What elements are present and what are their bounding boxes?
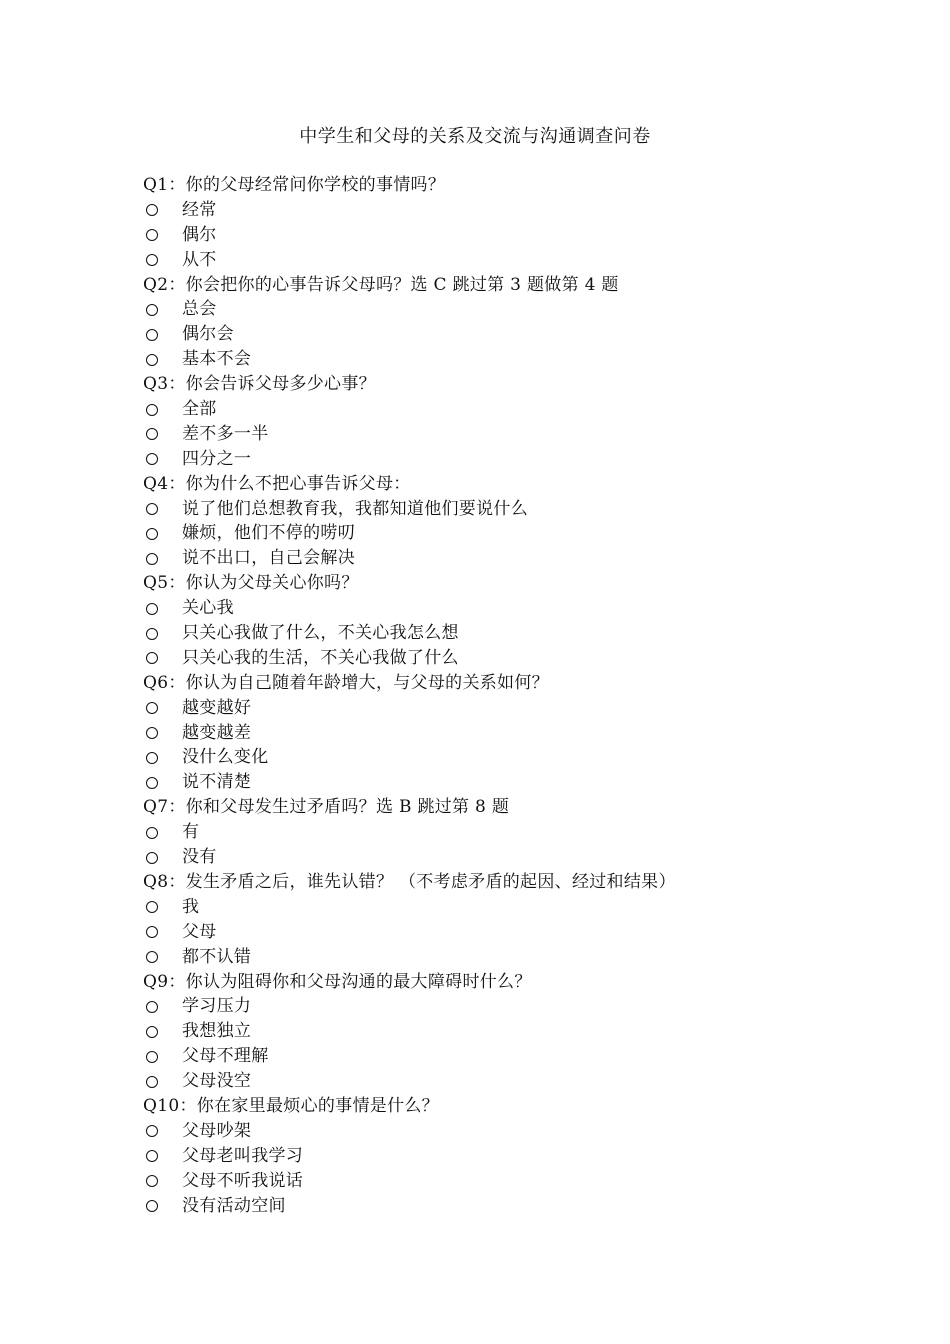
option-label: 经常 [182, 199, 217, 220]
radio-circle-icon[interactable] [146, 329, 158, 341]
question-7: Q7：你和父母发生过矛盾吗？选 B 跳过第 8 题 [143, 797, 510, 818]
option-label: 都不认错 [182, 946, 252, 967]
option-label: 没什么变化 [182, 747, 269, 768]
option-label: 没有活动空间 [182, 1195, 286, 1216]
radio-circle-icon[interactable] [146, 204, 158, 216]
radio-circle-icon[interactable] [146, 254, 158, 266]
radio-wrapper[interactable] [143, 596, 182, 621]
option-label: 从不 [182, 249, 217, 270]
option-label: 偶尔会 [182, 324, 234, 345]
option-label: 我想独立 [182, 1021, 252, 1042]
option-label: 总会 [182, 299, 217, 320]
question-5: Q5：你认为父母关心你吗？ [143, 573, 359, 594]
option-q10-4[interactable] [143, 1194, 863, 1219]
radio-wrapper[interactable] [143, 347, 182, 372]
option-q6-2[interactable] [143, 721, 863, 746]
question-8: Q8：发生矛盾之后，谁先认错？ （不考虑矛盾的起因、经过和结果） [143, 871, 676, 892]
radio-circle-icon[interactable] [146, 1076, 158, 1088]
option-label: 我 [182, 896, 200, 917]
radio-circle-icon[interactable] [146, 827, 158, 839]
question-4: Q4：你为什么不把心事告诉父母： [143, 473, 411, 494]
option-label: 说了他们总想教育我，我都知道他们要说什么 [182, 498, 528, 519]
option-q5-1[interactable] [143, 596, 863, 621]
radio-wrapper[interactable] [143, 397, 182, 422]
question-2: Q2：你会把你的心事告诉父母吗？选 C 跳过第 3 题做第 4 题 [143, 274, 619, 295]
option-label: 嫌烦，他们不停的唠叨 [182, 523, 355, 544]
option-label: 学习压力 [182, 996, 252, 1017]
radio-circle-icon[interactable] [146, 702, 158, 714]
radio-wrapper[interactable] [143, 1144, 182, 1169]
radio-wrapper[interactable] [143, 322, 182, 347]
radio-wrapper[interactable] [143, 770, 182, 795]
radio-wrapper[interactable] [143, 422, 182, 447]
radio-circle-icon[interactable] [146, 1200, 158, 1212]
option-q4-1[interactable] [143, 497, 863, 522]
radio-circle-icon[interactable] [146, 901, 158, 913]
option-q4-3[interactable] [143, 546, 863, 571]
radio-circle-icon[interactable] [146, 428, 158, 440]
radio-wrapper[interactable] [143, 721, 182, 746]
radio-wrapper[interactable] [143, 820, 182, 845]
option-q10-1[interactable] [143, 1119, 863, 1144]
radio-wrapper[interactable] [143, 447, 182, 472]
radio-circle-icon[interactable] [146, 752, 158, 764]
option-q9-4[interactable] [143, 1069, 863, 1094]
radio-wrapper[interactable] [143, 248, 182, 273]
radio-circle-icon[interactable] [146, 1026, 158, 1038]
radio-wrapper[interactable] [143, 546, 182, 571]
radio-wrapper[interactable] [143, 895, 182, 920]
option-q5-2[interactable] [143, 621, 863, 646]
question-10: Q10：你在家里最烦心的事情是什么？ [143, 1095, 439, 1116]
radio-circle-icon[interactable] [146, 503, 158, 515]
option-label: 全部 [182, 399, 217, 420]
radio-circle-icon[interactable] [146, 1051, 158, 1063]
option-q6-3[interactable] [143, 745, 863, 770]
radio-circle-icon[interactable] [146, 852, 158, 864]
option-label: 越变越好 [182, 697, 252, 718]
question-6: Q6：你认为自己随着年龄增大，与父母的关系如何？ [143, 672, 549, 693]
radio-wrapper[interactable] [143, 1119, 182, 1144]
radio-circle-icon[interactable] [146, 1175, 158, 1187]
option-q9-2[interactable] [143, 1019, 863, 1044]
option-label: 四分之一 [182, 448, 252, 469]
option-label: 父母老叫我学习 [182, 1145, 304, 1166]
radio-circle-icon[interactable] [146, 926, 158, 938]
radio-circle-icon[interactable] [146, 1125, 158, 1137]
option-label: 父母不听我说话 [182, 1170, 304, 1191]
radio-wrapper[interactable] [143, 1044, 182, 1069]
question-9: Q9：你认为阻碍你和父母沟通的最大障碍时什么？ [143, 971, 532, 992]
radio-wrapper[interactable] [143, 1069, 182, 1094]
option-q2-3[interactable] [143, 347, 863, 372]
option-q1-2[interactable] [143, 223, 863, 248]
radio-wrapper[interactable] [143, 621, 182, 646]
radio-wrapper[interactable] [143, 920, 182, 945]
option-label: 关心我 [182, 598, 234, 619]
option-q9-3[interactable] [143, 1044, 863, 1069]
option-label: 没有 [182, 847, 217, 868]
radio-circle-icon[interactable] [146, 553, 158, 565]
radio-circle-icon[interactable] [146, 404, 158, 416]
option-label: 差不多一半 [182, 423, 269, 444]
page-title: 中学生和父母的关系及交流与沟通调查问卷 [299, 126, 651, 147]
option-label: 基本不会 [182, 349, 252, 370]
option-label: 说不清楚 [182, 772, 252, 793]
option-q10-3[interactable] [143, 1169, 863, 1194]
option-q2-1[interactable] [143, 297, 863, 322]
option-q5-3[interactable] [143, 646, 863, 671]
option-q3-2[interactable] [143, 422, 863, 447]
option-label: 偶尔 [182, 224, 217, 245]
radio-circle-icon[interactable] [146, 304, 158, 316]
option-q7-1[interactable] [143, 820, 863, 845]
option-label: 父母吵架 [182, 1120, 252, 1141]
radio-circle-icon[interactable] [146, 453, 158, 465]
option-q1-1[interactable] [143, 198, 863, 223]
question-1: Q1：你的父母经常问你学校的事情吗？ [143, 175, 446, 195]
radio-circle-icon[interactable] [146, 727, 158, 739]
radio-wrapper[interactable] [143, 1169, 182, 1194]
option-label: 父母不理解 [182, 1046, 269, 1067]
radio-wrapper[interactable] [143, 1194, 182, 1219]
option-q3-1[interactable] [143, 397, 863, 422]
radio-wrapper[interactable] [143, 198, 182, 223]
radio-circle-icon[interactable] [146, 354, 158, 366]
radio-wrapper[interactable] [143, 297, 182, 322]
option-q3-3[interactable] [143, 447, 863, 472]
option-q9-1[interactable] [143, 994, 863, 1019]
radio-wrapper[interactable] [143, 994, 182, 1019]
option-q6-1[interactable] [143, 696, 863, 721]
radio-wrapper[interactable] [143, 223, 182, 248]
option-q2-2[interactable] [143, 322, 863, 347]
radio-circle-icon[interactable] [146, 951, 158, 963]
radio-circle-icon[interactable] [146, 603, 158, 615]
radio-circle-icon[interactable] [146, 1150, 158, 1162]
option-q1-3[interactable] [143, 248, 863, 273]
option-q4-2[interactable] [143, 521, 863, 546]
option-label: 有 [182, 822, 200, 843]
radio-wrapper[interactable] [143, 945, 182, 970]
radio-circle-icon[interactable] [146, 652, 158, 664]
option-q8-1[interactable] [143, 895, 863, 920]
radio-wrapper[interactable] [143, 497, 182, 522]
option-q10-2[interactable] [143, 1144, 863, 1169]
survey-questions [143, 173, 863, 1218]
radio-wrapper[interactable] [143, 1019, 182, 1044]
option-q8-3[interactable] [143, 945, 863, 970]
radio-wrapper[interactable] [143, 745, 182, 770]
option-label: 说不出口，自己会解决 [182, 548, 355, 569]
radio-wrapper[interactable] [143, 696, 182, 721]
option-q7-2[interactable] [143, 845, 863, 870]
option-label: 越变越差 [182, 722, 252, 743]
radio-wrapper[interactable] [143, 521, 182, 546]
radio-circle-icon[interactable] [146, 229, 158, 241]
option-label: 只关心我的生活，不关心我做了什么 [182, 647, 459, 668]
radio-wrapper[interactable] [143, 646, 182, 671]
radio-wrapper[interactable] [143, 845, 182, 870]
radio-circle-icon[interactable] [146, 528, 158, 540]
radio-circle-icon[interactable] [146, 628, 158, 640]
option-label: 父母没空 [182, 1071, 252, 1092]
radio-circle-icon[interactable] [146, 1001, 158, 1013]
option-q6-4[interactable] [143, 770, 863, 795]
option-label: 父母 [182, 921, 217, 942]
option-q8-2[interactable] [143, 920, 863, 945]
option-label: 只关心我做了什么，不关心我怎么想 [182, 623, 459, 644]
radio-circle-icon[interactable] [146, 777, 158, 789]
question-3: Q3：你会告诉父母多少心事？ [143, 374, 376, 395]
